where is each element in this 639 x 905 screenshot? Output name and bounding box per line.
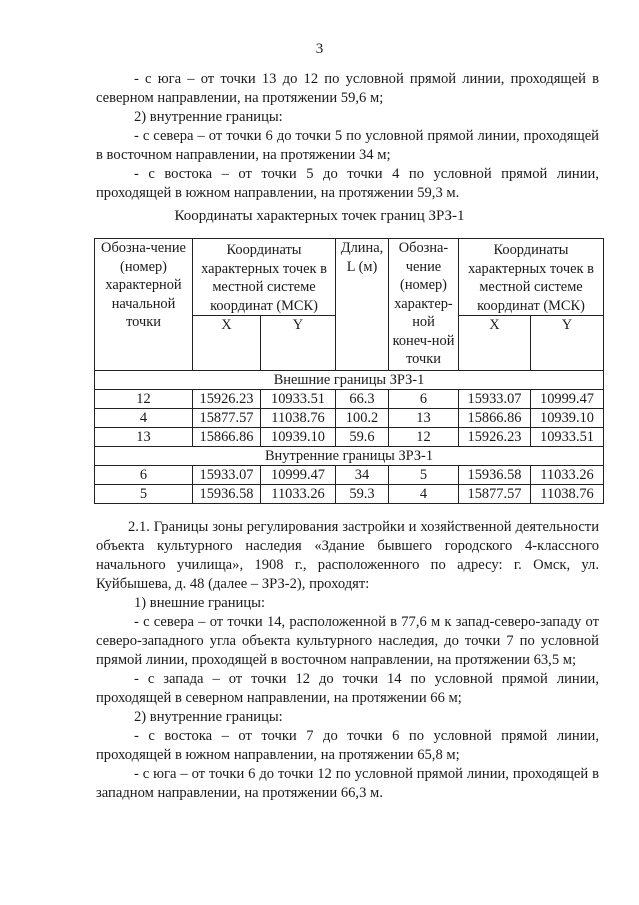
cell-start: 6 — [95, 466, 193, 485]
cell-x: 15866.86 — [193, 428, 261, 447]
cell-length: 34 — [336, 466, 389, 485]
cell-length: 66.3 — [336, 390, 389, 409]
cell-y: 11033.26 — [261, 485, 336, 504]
section-row-inner — [95, 447, 604, 466]
cell-x: 15877.57 — [459, 485, 531, 504]
paragraph-north-outer: - с севера – от точки 14, расположенной в 77,6 м к запад-северо-западу от северо-западного угла объекта культурного наследия, до точки 7 по условной прямой линии, проходящей в восточном направлении, на протяжении 63,5 м; — [96, 614, 599, 668]
cell-end: 12 — [389, 428, 459, 447]
cell-x: 15933.07 — [459, 390, 531, 409]
section-title-inner: Внутренние границы ЗРЗ-1 — [95, 447, 604, 466]
coordinates-table — [94, 238, 604, 504]
section-title-outer: Внешние границы ЗРЗ-1 — [95, 371, 604, 390]
table-row — [95, 485, 604, 504]
paragraph-north-inner: - с севера – от точки 6 до точки 5 по условной прямой линии, проходящей в восточном направлении, на протяжении 34 м; — [96, 128, 599, 163]
paragraph-east-inner: - с востока – от точки 5 до точки 4 по условной прямой линии, проходящей в южном направлении, на протяжении 59,3 м. — [96, 166, 599, 201]
cell-y: 10933.51 — [261, 390, 336, 409]
cell-x: 15933.07 — [193, 466, 261, 485]
paragraph-zrz2-intro: 2.1. Границы зоны регулирования застройки и хозяйственной деятельности объекта культурного наследия «Здание бывшего городского 4-классного начального училища», 1908 г., расположенного по адресу: г. Омск, ул. Куйбышева, д. 48 (далее – ЗРЗ-2), проходят: — [96, 519, 599, 592]
cell-x: 15926.23 — [193, 390, 261, 409]
cell-start: 13 — [95, 428, 193, 447]
header-x-start: X — [193, 316, 261, 371]
cell-x: 15866.86 — [459, 409, 531, 428]
top-text-block — [96, 70, 599, 203]
header-coordinates-end: Координаты характерных точек в местной системе координат (МСК) — [459, 239, 604, 316]
cell-y: 10999.47 — [531, 390, 604, 409]
cell-length: 59.3 — [336, 485, 389, 504]
cell-length: 100.2 — [336, 409, 389, 428]
cell-end: 6 — [389, 390, 459, 409]
cell-end: 13 — [389, 409, 459, 428]
cell-length: 59.6 — [336, 428, 389, 447]
cell-y: 11038.76 — [261, 409, 336, 428]
cell-y: 10939.10 — [261, 428, 336, 447]
cell-end: 5 — [389, 466, 459, 485]
cell-x: 15926.23 — [459, 428, 531, 447]
cell-y: 10933.51 — [531, 428, 604, 447]
header-end-point: Обозна-чение (номер) характер-ной конеч-ной точки — [389, 239, 459, 371]
cell-x: 15877.57 — [193, 409, 261, 428]
table-title: Координаты характерных точек границ ЗРЗ-1 — [174, 208, 465, 224]
cell-start: 12 — [95, 390, 193, 409]
header-y-start: Y — [261, 316, 336, 371]
section-row-outer — [95, 371, 604, 390]
table-header-row — [95, 239, 604, 316]
paragraph-south-inner-2: - с юга – от точки 6 до точки 12 по условной прямой линии, проходящей в западном направлении, на протяжении 66,3 м. — [96, 766, 599, 801]
header-length: Длина, L (м) — [336, 239, 389, 371]
paragraph-inner-boundaries-heading-2: 2) внутренние границы: — [134, 709, 283, 725]
header-coordinates-start: Координаты характерных точек в местной системе координат (МСК) — [193, 239, 336, 316]
bottom-text-block — [96, 518, 599, 803]
page-number: 3 — [315, 41, 324, 57]
paragraph-east-inner-2: - с востока – от точки 7 до точки 6 по условной прямой линии, проходящей в южном направлении, на протяжении 65,8 м; — [96, 728, 599, 763]
header-start-point: Обозна-чение (номер) характерной начальной точки — [95, 239, 193, 371]
cell-y: 10999.47 — [261, 466, 336, 485]
header-x-end: X — [459, 316, 531, 371]
paragraph-outer-boundaries-heading: 1) внешние границы: — [134, 595, 266, 611]
paragraph-south-boundary: - с юга – от точки 13 до 12 по условной прямой линии, проходящей в северном направлении, на протяжении 59,6 м; — [96, 71, 599, 106]
cell-y: 11038.76 — [531, 485, 604, 504]
table-row — [95, 466, 604, 485]
table-row — [95, 390, 604, 409]
cell-y: 11033.26 — [531, 466, 604, 485]
paragraph-west-outer: - с запада – от точки 12 до точки 14 по условной прямой линии, проходящей в северном направлении, на протяжении 66 м; — [96, 671, 599, 706]
cell-start: 4 — [95, 409, 193, 428]
table-row — [95, 409, 604, 428]
cell-x: 15936.58 — [459, 466, 531, 485]
cell-y: 10939.10 — [531, 409, 604, 428]
header-y-end: Y — [531, 316, 604, 371]
cell-end: 4 — [389, 485, 459, 504]
table-row — [95, 428, 604, 447]
cell-start: 5 — [95, 485, 193, 504]
cell-x: 15936.58 — [193, 485, 261, 504]
paragraph-inner-boundaries-heading: 2) внутренние границы: — [134, 109, 283, 125]
